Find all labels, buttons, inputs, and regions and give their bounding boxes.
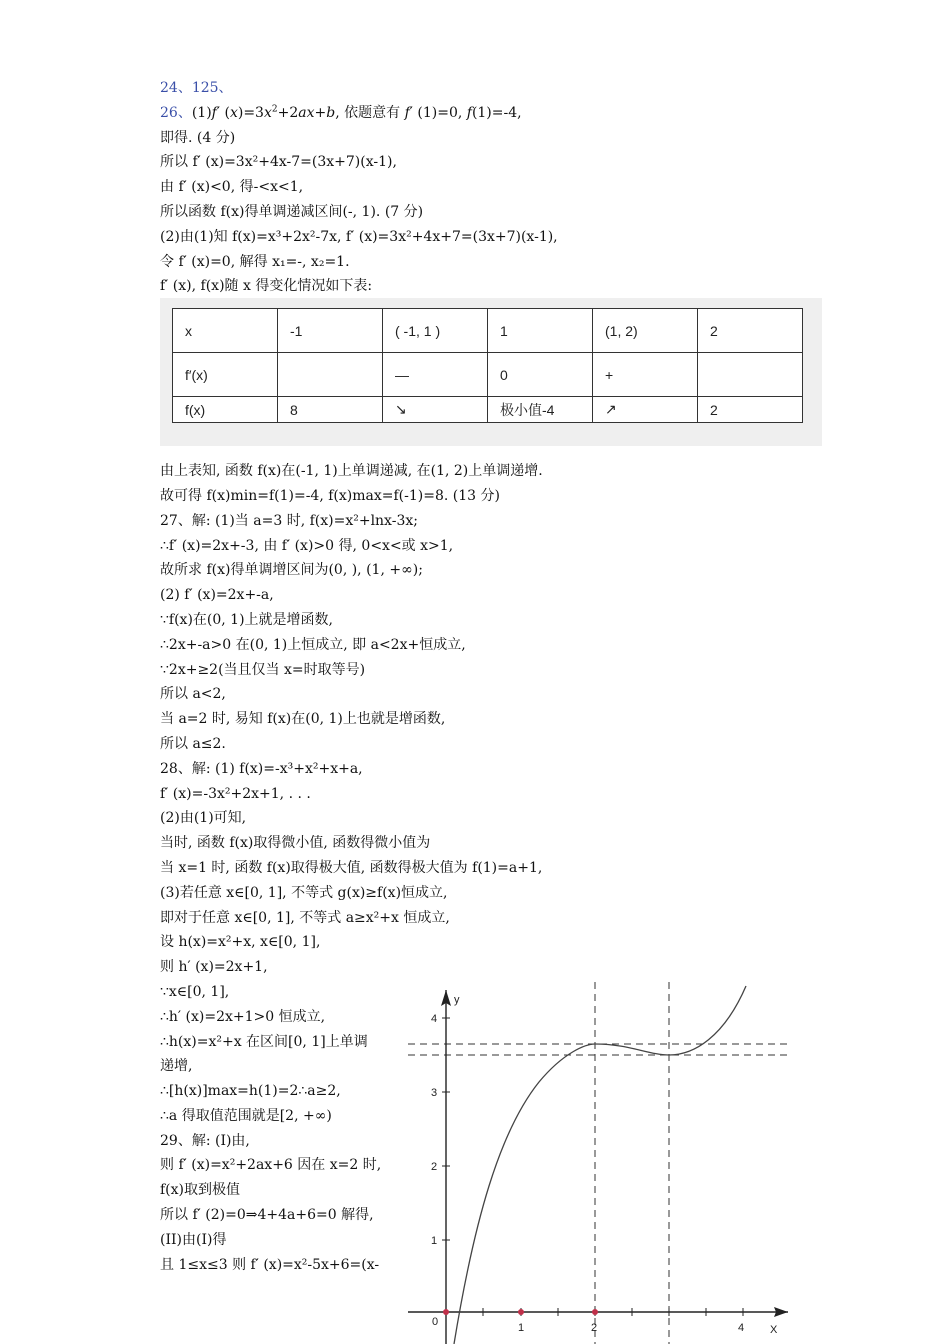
- point-marker-x1: [518, 1309, 524, 1315]
- table-cell: —: [383, 353, 488, 397]
- line-27-part2: (2) f′ (x)=2x+-a,: [160, 587, 274, 604]
- table-cell: x: [173, 309, 278, 353]
- table-cell: [278, 353, 383, 397]
- line-29-part2: (II)由(I)得: [160, 1231, 227, 1248]
- y-tick-label: 2: [431, 1161, 438, 1173]
- table-cell: 8: [278, 397, 383, 423]
- line-28-monotone: ∴h(x)=x²+x 在区间[0, 1]上单调: [160, 1033, 368, 1050]
- line-28-part3: (3)若任意 x∈[0, 1], 不等式 g(x)≥f(x)恒成立,: [160, 884, 448, 901]
- table-cell: [698, 353, 803, 397]
- line-26-result: 即得. (4 分): [160, 129, 236, 146]
- point-marker-x2: [592, 1309, 598, 1315]
- line-27-derivative: ∴f′ (x)=2x+-3, 由 f′ (x)>0 得, 0<x<或 x>1,: [160, 537, 454, 554]
- line-29-start: 29、解: (I)由,: [160, 1132, 250, 1149]
- line-26-conclusion: 由上表知, 函数 f(x)在(-1, 1)上单调递减, 在(1, 2)上单调递增.: [160, 463, 543, 480]
- x-tick-label: 2: [591, 1322, 598, 1334]
- table-cell: ( -1, 1 ): [383, 309, 488, 353]
- line-27-a-eq-2: 当 a=2 时, 易知 f(x)在(0, 1)上也就是增函数,: [160, 711, 446, 728]
- line-26-decreasing: 所以函数 f(x)得单调递减区间(-, 1). (7 分): [160, 203, 424, 220]
- function-curve: [454, 986, 746, 1344]
- line-29-derivative: 则 f′ (x)=x²+2ax+6 因在 x=2 时,: [160, 1157, 382, 1174]
- table-cell: f(x): [173, 397, 278, 423]
- line-28-h-derivative: 则 h′ (x)=2x+1,: [160, 959, 268, 976]
- line-27-answer: 所以 a≤2.: [160, 735, 226, 752]
- y-tick-label: 4: [431, 1013, 438, 1025]
- line-26-derivative: 26、(1)f′ $(x)=3x^2+2ax+b$, 依题意有 f′ (1)=0, f(1)=-4,: [160, 104, 522, 121]
- line-28-start: 28、解: (1) f(x)=-x³+x²+x+a,: [160, 760, 363, 777]
- table-cell: +: [593, 353, 698, 397]
- line-27-amgm: ∵2x+≥2(当且仅当 x=时取等号): [160, 661, 366, 678]
- y-tick-label: 3: [431, 1087, 438, 1099]
- x-axis-label: X: [770, 1324, 778, 1336]
- table-cell: ↗: [593, 397, 698, 423]
- line-26-inequality: 由 f′ (x)<0, 得-<x<1,: [160, 179, 304, 196]
- line-28-equivalent: 即对于任意 x∈[0, 1], 不等式 a≥x²+x 恒成立,: [160, 909, 450, 926]
- table-cell: 2: [698, 397, 803, 423]
- table-cell: 0: [488, 353, 593, 397]
- line-28-monotone-cont: 递增,: [160, 1058, 193, 1075]
- table-cell: -1: [278, 309, 383, 353]
- variation-table: [172, 308, 803, 423]
- line-28-hmax: ∴[h(x)]max=h(1)=2∴a≥2,: [160, 1083, 341, 1100]
- line-26-part2: (2)由(1)知 f(x)=x³+2x²-7x, f′ (x)=3x²+4x+7=(3x+7)(x-1),: [160, 228, 558, 245]
- line-28-derivative: f′ (x)=-3x²+2x+1, . . .: [160, 785, 311, 802]
- table-row-derivative: [173, 353, 803, 397]
- origin-label: 0: [432, 1316, 439, 1328]
- line-29-range: 且 1≤x≤3 则 f′ (x)=x²-5x+6=(x-: [160, 1256, 380, 1273]
- line-27-a-lt-2: 所以 a<2,: [160, 686, 226, 703]
- y-axis-label: y: [454, 994, 460, 1006]
- table-cell: f′(x): [173, 353, 278, 397]
- graph-svg: [404, 982, 804, 1344]
- table-cell: (1, 2): [593, 309, 698, 353]
- line-24: 24、125、: [160, 80, 233, 96]
- table-cell: ↘: [383, 397, 488, 423]
- x-tick-label: 4: [738, 1322, 745, 1334]
- line-28-define-h: 设 h(x)=x²+x, x∈[0, 1],: [160, 934, 321, 951]
- line-28-maximum: 当 x=1 时, 函数 f(x)取得极大值, 函数得极大值为 f(1)=a+1,: [160, 859, 543, 876]
- line-26-factor: 所以 f′ (x)=3x²+4x-7=(3x+7)(x-1),: [160, 154, 397, 171]
- function-graph: [404, 982, 804, 1344]
- x-axis-arrow-icon: [774, 1307, 788, 1317]
- line-28-positive: ∴h′ (x)=2x+1>0 恒成立,: [160, 1008, 326, 1025]
- x-tick-label: 1: [518, 1322, 525, 1334]
- y-tick-label: 1: [431, 1235, 438, 1247]
- origin-point-marker: [443, 1309, 449, 1315]
- line-28-minimum: 当时, 函数 f(x)取得微小值, 函数得微小值为: [160, 835, 431, 852]
- line-27-constant: ∴2x+-a>0 在(0, 1)上恒成立, 即 a<2x+恒成立,: [160, 636, 466, 653]
- line-27-increasing: ∵f(x)在(0, 1)上就是增函数,: [160, 611, 333, 628]
- table-row-function: [173, 397, 803, 423]
- line-28-part2: (2)由(1)可知,: [160, 810, 247, 827]
- line-26-roots: 令 f′ (x)=0, 解得 x₁=-, x₂=1.: [160, 253, 350, 270]
- table-row-x: [173, 309, 803, 353]
- line-27-interval: 故所求 f(x)得单调增区间为(0, ), (1, +∞);: [160, 562, 423, 579]
- line-28-domain: ∵x∈[0, 1],: [160, 983, 230, 1000]
- line-26-table-caption: f′ (x), f(x)随 x 得变化情况如下表:: [160, 278, 373, 295]
- line-28-answer: ∴a 得取值范围就是[2, +∞): [160, 1107, 332, 1124]
- table-cell: 极小值-4: [488, 397, 593, 423]
- line-26-extrema: 故可得 f(x)min=f(1)=-4, f(x)max=f(-1)=8. (13 分): [160, 487, 500, 504]
- line-29-extremum: f(x)取到极值: [160, 1182, 241, 1199]
- line-29-solve: 所以 f′ (2)=0⇒4+4a+6=0 解得,: [160, 1207, 374, 1224]
- line-27-start: 27、解: (1)当 a=3 时, f(x)=x²+lnx-3x;: [160, 512, 418, 529]
- table-cell: 1: [488, 309, 593, 353]
- variation-table-image: [160, 298, 822, 446]
- table-cell: 2: [698, 309, 803, 353]
